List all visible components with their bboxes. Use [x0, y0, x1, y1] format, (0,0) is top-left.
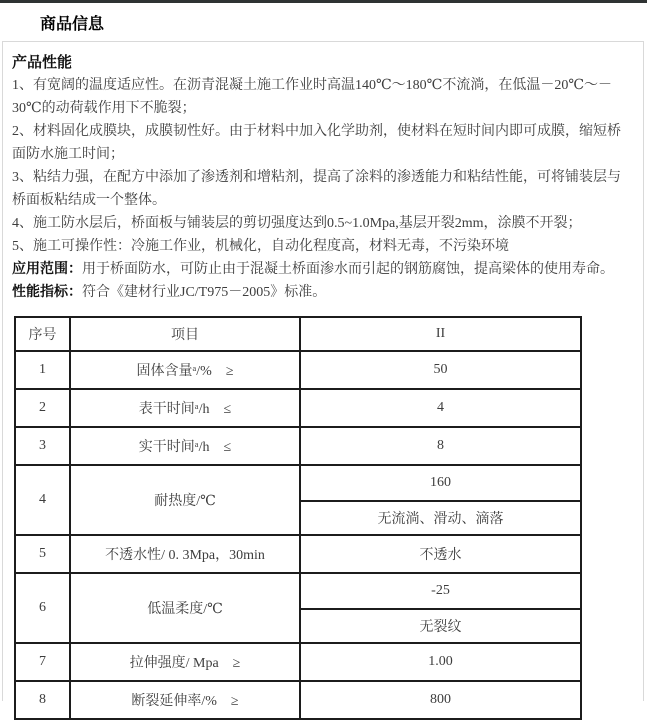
value-sub-cell: 4 [437, 400, 444, 415]
indicator-text: 符合《建材行业JC/T975－2005》标准。 [82, 285, 327, 300]
table-row [15, 351, 581, 389]
indicator-label: 性能指标： [12, 285, 82, 300]
item-cell: 耐热度/℃ [70, 465, 300, 535]
value-sub-cell: 800 [430, 692, 451, 707]
product-info-panel [2, 41, 644, 709]
item-cell: 低温柔度/℃ [70, 573, 300, 643]
value-cell [300, 681, 581, 719]
performance-spec-table [14, 316, 582, 720]
value-sub-cell: 无裂纹 [301, 608, 580, 642]
row-number-cell: 7 [15, 643, 70, 681]
value-sub-cell: 8 [437, 438, 444, 453]
header-cell-grade: II [300, 317, 581, 351]
row-number-cell: 3 [15, 427, 70, 465]
item-cell: 实干时间ᵃ/h ≤ [70, 427, 300, 465]
application-text: 用于桥面防水，可防止由于混凝土桥面渗水而引起的钢筋腐蚀，提高梁体的使用寿命。 [82, 262, 614, 277]
indicator-row [12, 281, 634, 304]
item-cell: 固体含量ᵃ/% ≥ [70, 351, 300, 389]
feature-item: 4、施工防水层后，桥面板与铺装层的剪切强度达到0.5~1.0Mpa,基层开裂2mm，涂膜不开裂； [12, 216, 582, 231]
table-header-row [15, 317, 581, 351]
feature-item: 3、粘结力强，在配方中添加了渗透剂和增粘剂，提高了涂料的渗透能力和粘结性能，可将铺装层与桥面板粘结成一个整体。 [12, 170, 621, 208]
value-sub-cell: 1.00 [428, 654, 453, 669]
section-title: 产品性能 [12, 53, 73, 71]
item-cell: 不透水性/ 0. 3Mpa，30min [70, 535, 300, 573]
value-cell [300, 427, 581, 465]
item-cell: 表干时间ᵃ/h ≤ [70, 389, 300, 427]
value-cell [300, 351, 581, 389]
table-row [15, 535, 581, 573]
row-number-cell: 1 [15, 351, 70, 389]
feature-item: 2、材料固化成膜块，成膜韧性好。由于材料中加入化学助剂，使材料在短时间内即可成膜，缩短桥面防水施工时间； [12, 124, 621, 162]
table-row [15, 643, 581, 681]
table-row [15, 681, 581, 719]
value-sub-cell: -25 [431, 583, 450, 598]
row-number-cell: 4 [15, 465, 70, 535]
value-cell [300, 389, 581, 427]
row-number-cell: 8 [15, 681, 70, 719]
header-cell-no: 序号 [15, 317, 70, 351]
application-label: 应用范围： [12, 262, 82, 277]
value-cell [300, 643, 581, 681]
table-row [15, 465, 581, 535]
feature-item: 5、施工可操作性：冷施工作业，机械化，自动化程度高，材料无毒，不污染环境 [12, 239, 509, 254]
page-header [0, 3, 647, 41]
value-sub-cell: 无流淌、滑动、滴落 [301, 500, 580, 534]
value-cell [300, 465, 581, 535]
value-cell [300, 535, 581, 573]
value-sub-cell: 不透水 [419, 548, 462, 563]
value-sub-cell: 50 [433, 362, 448, 377]
application-row [12, 258, 634, 281]
value-cell [300, 573, 581, 643]
table-row [15, 573, 581, 643]
row-number-cell: 6 [15, 573, 70, 643]
page-title: 商品信息 [40, 14, 105, 33]
features-list [12, 74, 634, 258]
feature-item: 1、有宽阔的温度适应性。在沥青混凝土施工作业时高温140℃～180℃不流淌，在低温－20℃～－30℃的动荷载作用下不脆裂； [12, 78, 612, 116]
row-number-cell: 2 [15, 389, 70, 427]
header-cell-item: 项目 [70, 317, 300, 351]
value-sub-cell: 160 [430, 475, 451, 490]
item-cell: 断裂延伸率/% ≥ [70, 681, 300, 719]
table-row [15, 389, 581, 427]
item-cell: 拉伸强度/ Mpa ≥ [70, 643, 300, 681]
table-row [15, 427, 581, 465]
row-number-cell: 5 [15, 535, 70, 573]
